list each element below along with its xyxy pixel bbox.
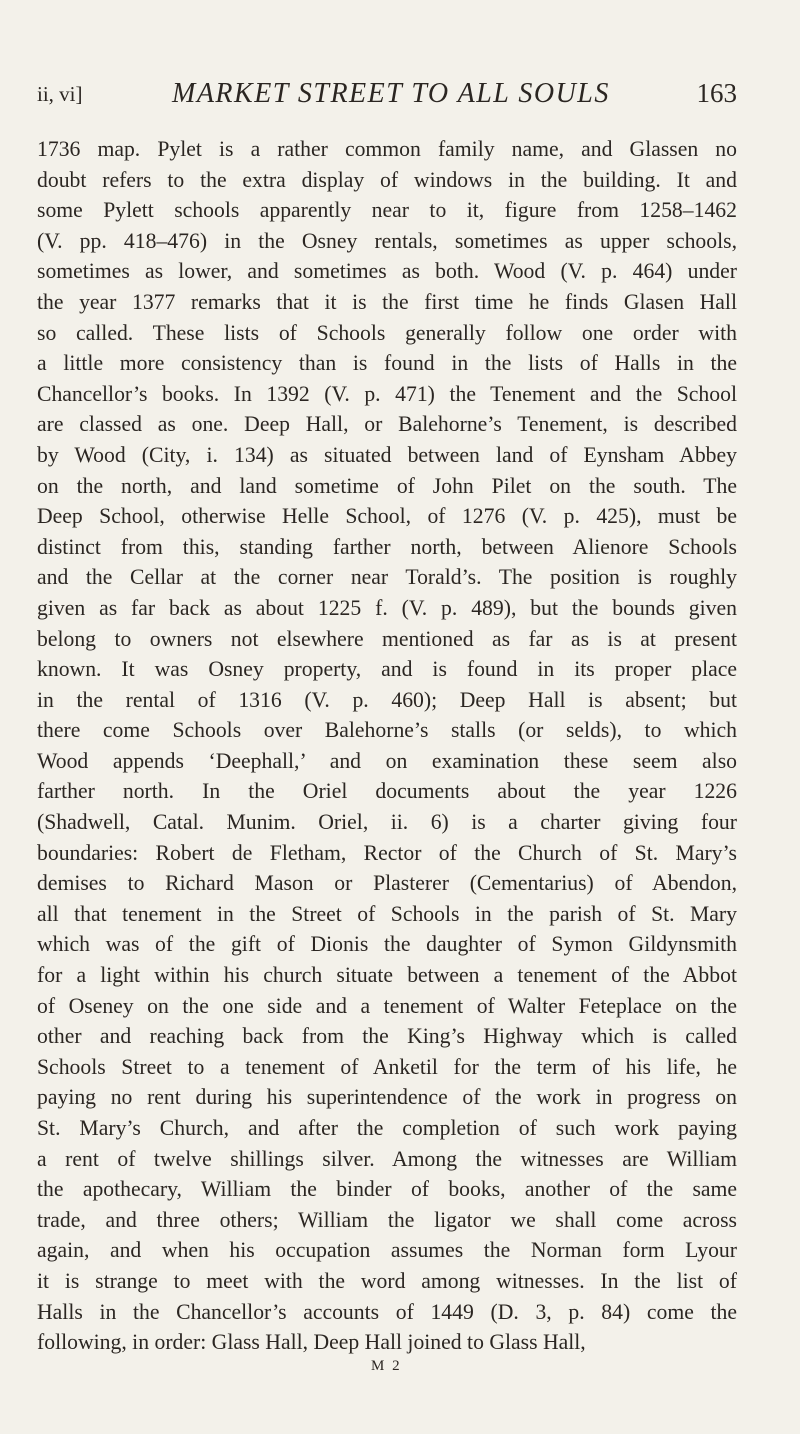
text-line: sometimes as lower, and sometimes as both. Wood (V. p. 464) under (37, 259, 737, 284)
text-line: distinct from this, standing farther north, between Alienore Schools (37, 534, 737, 559)
text-line: doubt refers to the extra display of windows in the building. It and (37, 167, 737, 192)
text-line: and the Cellar at the corner near Torald’s. The position is roughly (37, 565, 737, 590)
text-line: Wood appends ‘Deephall,’ and on examination these seem also (37, 748, 737, 773)
text-line: some Pylett schools apparently near to it, figure from 1258–1462 (37, 198, 737, 223)
text-line: are classed as one. Deep Hall, or Balehorne’s Tenement, is described (37, 412, 737, 437)
text-line: Schools Street to a tenement of Anketil for the term of his life, he (37, 1054, 737, 1079)
text-line: so called. These lists of Schools generally follow one order with (37, 320, 737, 345)
text-line: Chancellor’s books. In 1392 (V. p. 471) the Tenement and the School (37, 381, 737, 406)
text-line: demises to Richard Mason or Plasterer (Cementarius) of Abendon, (37, 871, 737, 896)
page-number: 163 (696, 78, 737, 108)
text-line: by Wood (City, i. 134) as situated between land of Eynsham Abbey (37, 442, 737, 467)
text-line: paying no rent during his superintendence of the work in progress on (37, 1085, 737, 1110)
text-line: there come Schools over Balehorne’s stalls (or selds), to which (37, 718, 737, 743)
text-line: 1736 map. Pylet is a rather common family name, and Glassen no (37, 137, 737, 161)
running-header (37, 76, 737, 112)
text-line: a rent of twelve shillings silver. Among the witnesses are William (37, 1146, 737, 1171)
signature-mark: M 2 (371, 1358, 402, 1374)
text-line: the apothecary, William the binder of books, another of the same (37, 1177, 737, 1202)
text-line: farther north. In the Oriel documents about the year 1226 (37, 779, 737, 804)
text-line: boundaries: Robert de Fletham, Rector of the Church of St. Mary’s (37, 840, 737, 865)
text-line: a little more consistency than is found in the lists of Halls in the (37, 351, 737, 376)
text-line: on the north, and land sometime of John Pilet on the south. The (37, 473, 737, 498)
text-line: known. It was Osney property, and is found in its proper place (37, 657, 737, 682)
text-line: following, in order: Glass Hall, Deep Hall joined to Glass Hall, (37, 1330, 586, 1355)
text-line: it is strange to meet with the word among witnesses. In the list of (37, 1268, 737, 1293)
body-text (37, 134, 737, 1358)
text-line: (V. pp. 418–476) in the Osney rentals, sometimes as upper schools, (37, 228, 737, 253)
text-line: again, and when his occupation assumes the Norman form Lyour (37, 1238, 737, 1263)
text-line: given as far back as about 1225 f. (V. p. 489), but the bounds given (37, 595, 737, 620)
text-line: the year 1377 remarks that it is the first time he finds Glasen Hall (37, 289, 737, 314)
text-line: Deep School, otherwise Helle School, of 1276 (V. p. 425), must be (37, 504, 737, 529)
text-line: belong to owners not elsewhere mentioned as far as is at present (37, 626, 737, 651)
text-line: which was of the gift of Dionis the daughter of Symon Gildynsmith (37, 932, 737, 957)
text-line: St. Mary’s Church, and after the completion of such work paying (37, 1116, 737, 1140)
section-reference: ii, vi] (37, 82, 83, 106)
text-line: (Shadwell, Catal. Munim. Oriel, ii. 6) is a charter giving four (37, 810, 737, 835)
text-line: Halls in the Chancellor’s accounts of 1449 (D. 3, p. 84) come the (37, 1299, 737, 1324)
text-line: of Oseney on the one side and a tenement of Walter Feteplace on the (37, 993, 737, 1018)
text-line: other and reaching back from the King’s Highway which is called (37, 1024, 737, 1049)
text-line: for a light within his church situate between a tenement of the Abbot (37, 963, 737, 988)
text-line: trade, and three others; William the ligator we shall come across (37, 1207, 737, 1232)
text-line: in the rental of 1316 (V. p. 460); Deep Hall is absent; but (37, 687, 737, 712)
running-title: MARKET STREET TO ALL SOULS (172, 78, 610, 109)
text-line: all that tenement in the Street of Schools in the parish of St. Mary (37, 901, 737, 926)
